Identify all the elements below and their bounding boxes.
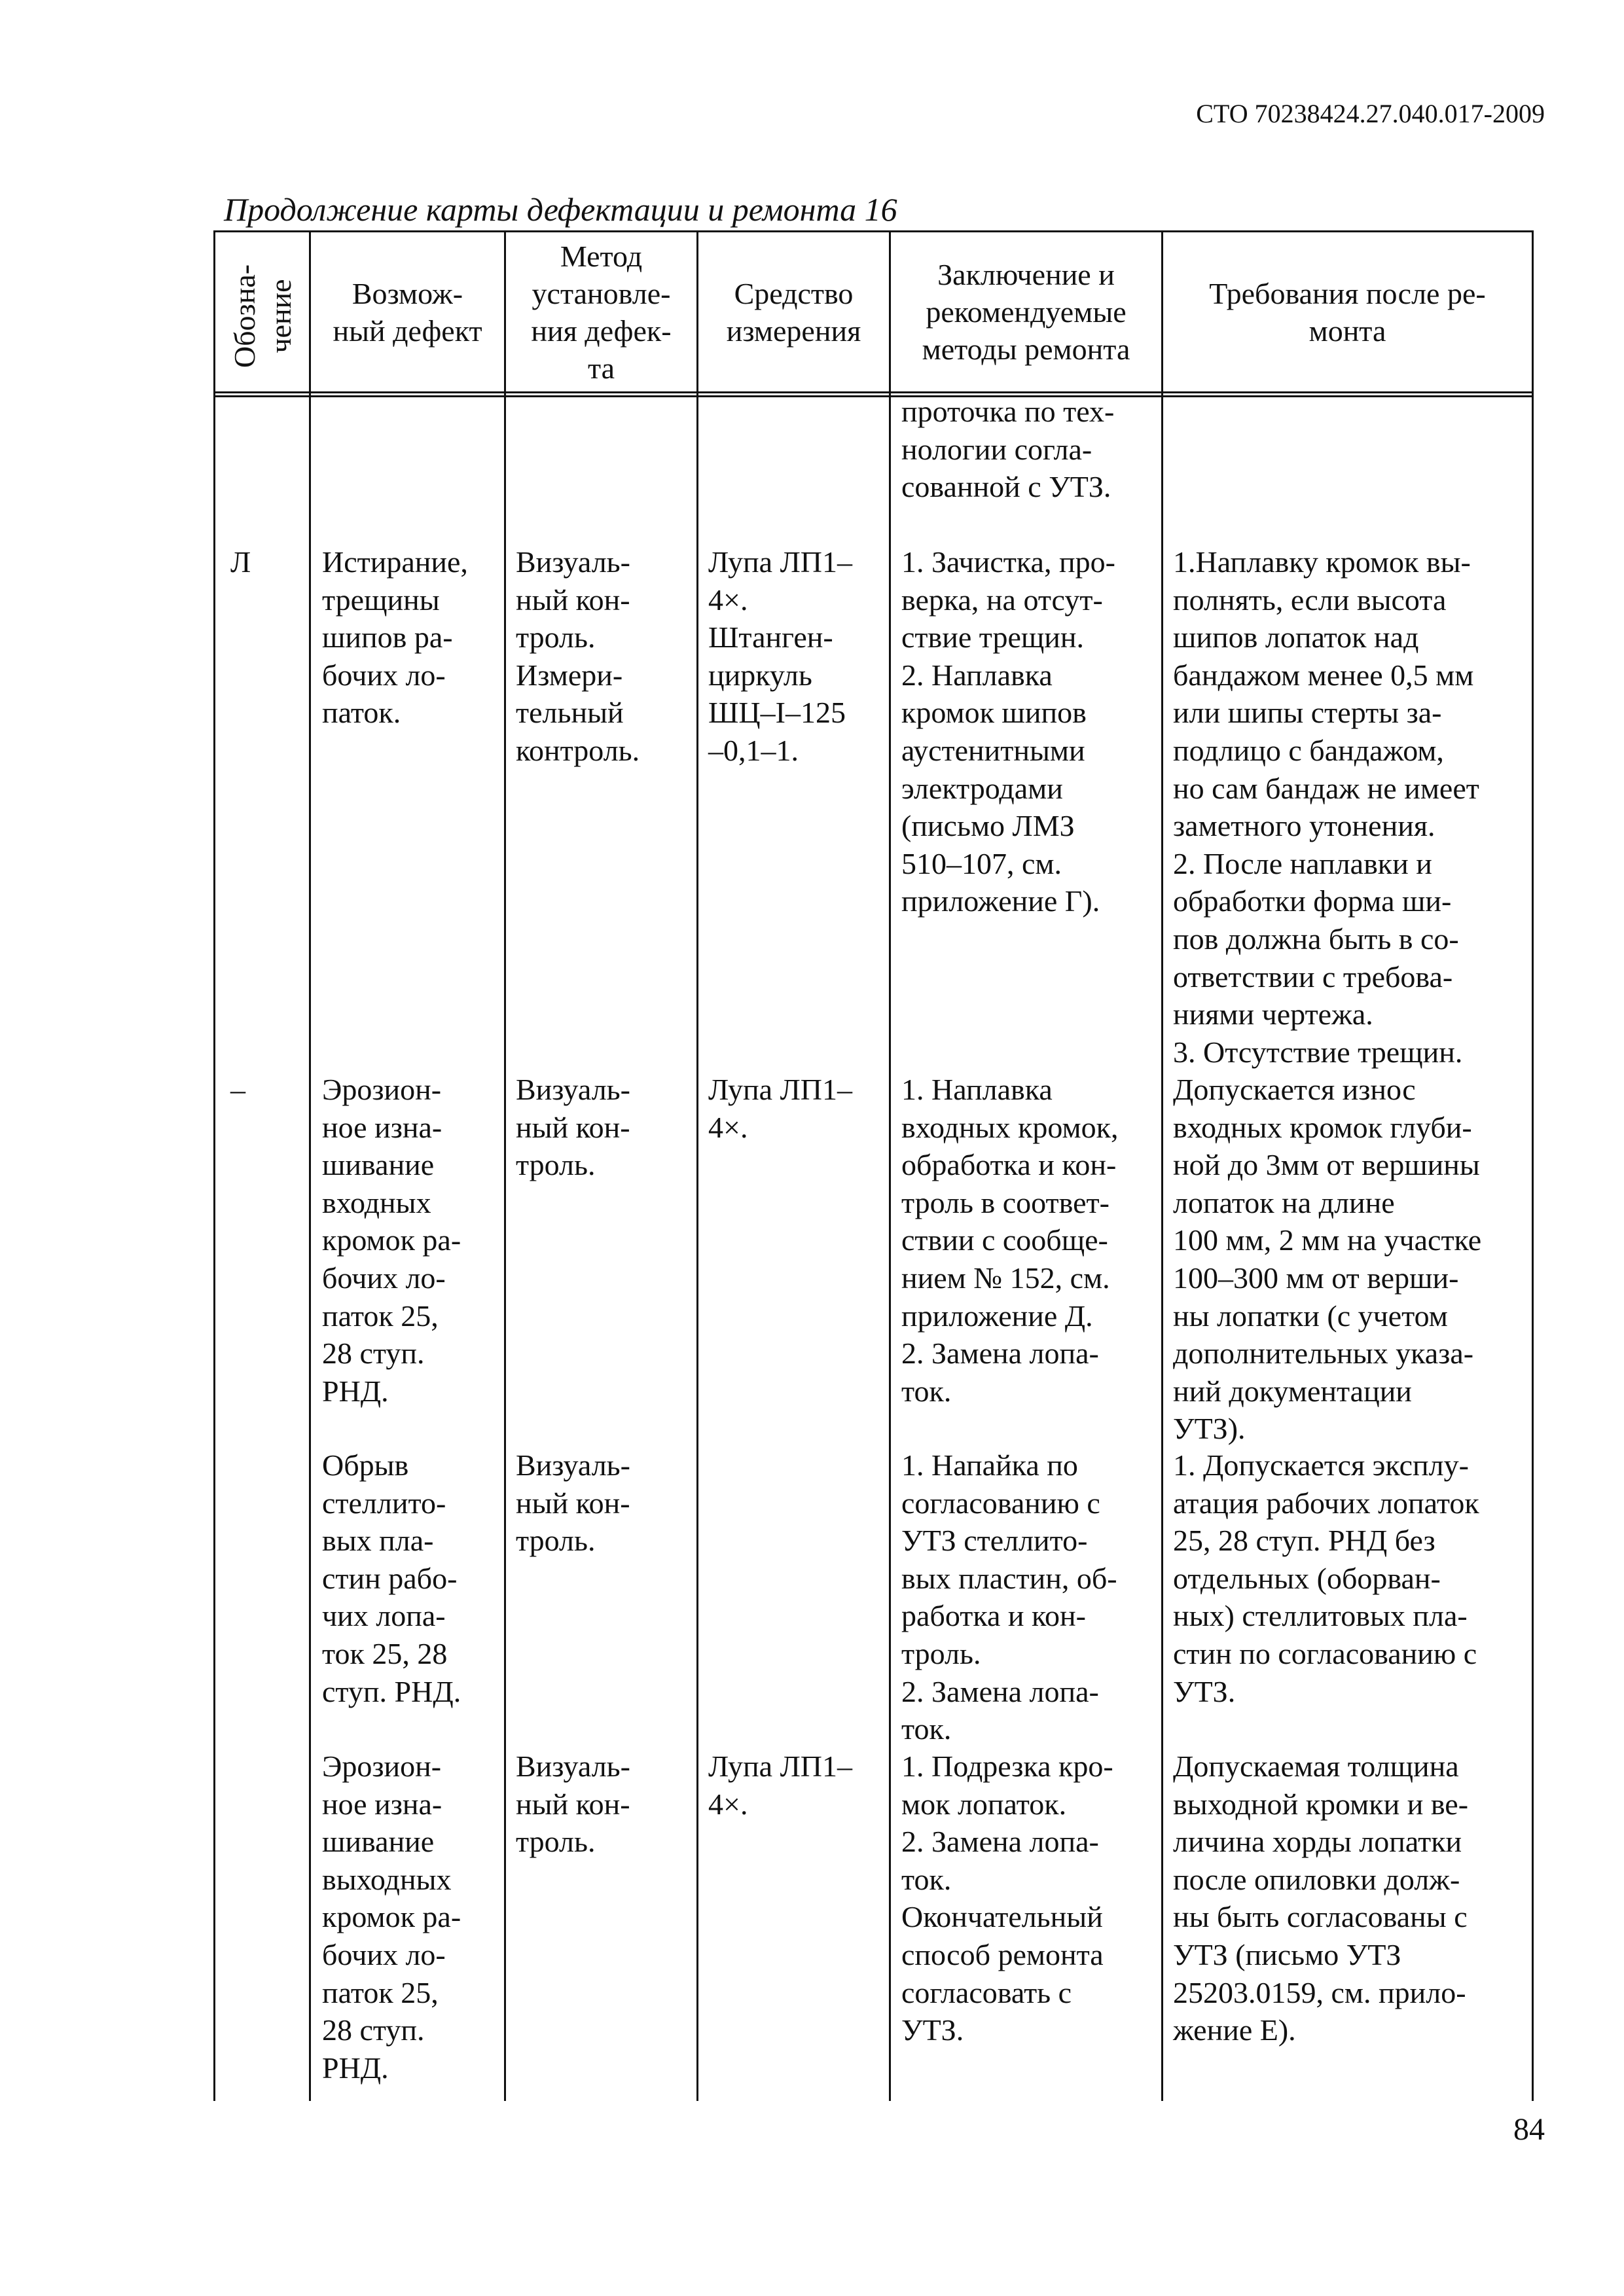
cell-designation: –	[230, 1073, 245, 1106]
column-divider	[1161, 230, 1163, 2101]
header-designation: Обозна- чение	[228, 264, 297, 368]
cell-requirements: Допускается износ входных кромок глуби- ной до 3мм от вершины лопаток на длине 100 мм, 2 мм на участке 100–300 мм от верши- ны лопатки (с учетом дополнительных указа- ний документации УТЗ).	[1173, 1073, 1482, 1446]
table-caption: Продолжение карты дефектации и ремонта 16	[224, 191, 897, 228]
cell-defect: Обрыв стеллито- вых пла- стин рабо- чих лопа- ток 25, 28 ступ. РНД.	[322, 1448, 461, 1708]
page-number: 84	[1513, 2112, 1545, 2147]
cell-method: Визуаль- ный кон- троль.	[516, 1749, 630, 1859]
header-conclusion: Заключение и рекомендуемые методы ремонта	[922, 258, 1130, 366]
table-header-divider	[215, 391, 1534, 393]
cell-method: Визуаль- ный кон- троль.	[516, 1073, 630, 1182]
cell-defect: Эрозион- ное изна- шивание выходных кромок ра- бочих ло- паток 25, 28 ступ. РНД.	[322, 1749, 461, 2085]
cell-conclusion: 1. Напайка по согласованию с УТЗ стеллито- вых пластин, об- работка и кон- троль. 2. Замена лопа- ток.	[901, 1448, 1117, 1746]
header-instrument: Средство измерения	[726, 276, 861, 348]
header-method: Метод установле- ния дефек- та	[531, 239, 672, 385]
cell-method: Визуаль- ный кон- троль.	[516, 1448, 630, 1558]
cell-defect: Истирание, трещины шипов ра- бочих ло- паток.	[322, 545, 468, 730]
cell-conclusion: 1. Зачистка, про- верка, на отсут- ствие трещин. 2. Наплавка кромок шипов аустенитными электродами (письмо ЛМЗ 510–107, см. приложение Г).	[901, 545, 1115, 918]
table-border-left	[213, 230, 215, 2101]
cell-requirements: 1. Допускается эксплу- атация рабочих лопаток 25, 28 ступ. РНД без отдельных (оборван- ных) стеллитовых пла- стин по согласованию с УТЗ.	[1173, 1448, 1479, 1708]
header-requirements: Требования после ре- монта	[1209, 276, 1486, 348]
cell-instrument: Лупа ЛП1– 4×. Штанген- циркуль ШЦ–I–125 –0,1–1.	[708, 545, 853, 767]
cell-conclusion: проточка по тех- нологии согла- сованной с УТЗ.	[901, 395, 1115, 504]
column-divider	[504, 230, 506, 2101]
cell-conclusion: 1. Наплавка входных кромок, обработка и кон- троль в соответ- ствии с сообще- нием № 152, см. приложение Д. 2. Замена лопа- ток.	[901, 1073, 1119, 1408]
cell-method: Визуаль- ный кон- троль. Измери- тельный контроль.	[516, 545, 640, 767]
cell-requirements: Допускаемая толщина выходной кромки и ве- личина хорды лопатки после опиловки долж- ны быть согласованы с УТЗ (письмо УТЗ 25203.0159, см. прило- жение Е).	[1173, 1749, 1469, 2047]
cell-instrument: Лупа ЛП1– 4×.	[708, 1749, 853, 1821]
cell-instrument: Лупа ЛП1– 4×.	[708, 1073, 853, 1144]
table-header-divider	[215, 395, 1534, 397]
column-divider	[309, 230, 311, 2101]
header-defect: Возмож- ный дефект	[333, 276, 482, 348]
column-divider	[696, 230, 698, 2101]
document-code: СТО 70238424.27.040.017-2009	[1196, 99, 1545, 128]
column-divider	[889, 230, 891, 2101]
cell-designation: Л	[230, 545, 251, 579]
cell-defect: Эрозион- ное изна- шивание входных кромок ра- бочих ло- паток 25, 28 ступ. РНД.	[322, 1073, 461, 1408]
table-border-right	[1532, 230, 1534, 2101]
cell-conclusion: 1. Подрезка кро- мок лопаток. 2. Замена лопа- ток. Окончательный способ ремонта согласовать с УТЗ.	[901, 1749, 1113, 2047]
cell-requirements: 1.Наплавку кромок вы- полнять, если высота шипов лопаток над бандажом менее 0,5 мм или шипы стерты за- подлицо с бандажом, но сам бандаж не имеет заметного утонения. 2. После наплавки и обработки форма ши- пов должна быть в со- ответствии с требова- ниями чертежа. 3. Отсутствие трещин.	[1173, 545, 1479, 1069]
